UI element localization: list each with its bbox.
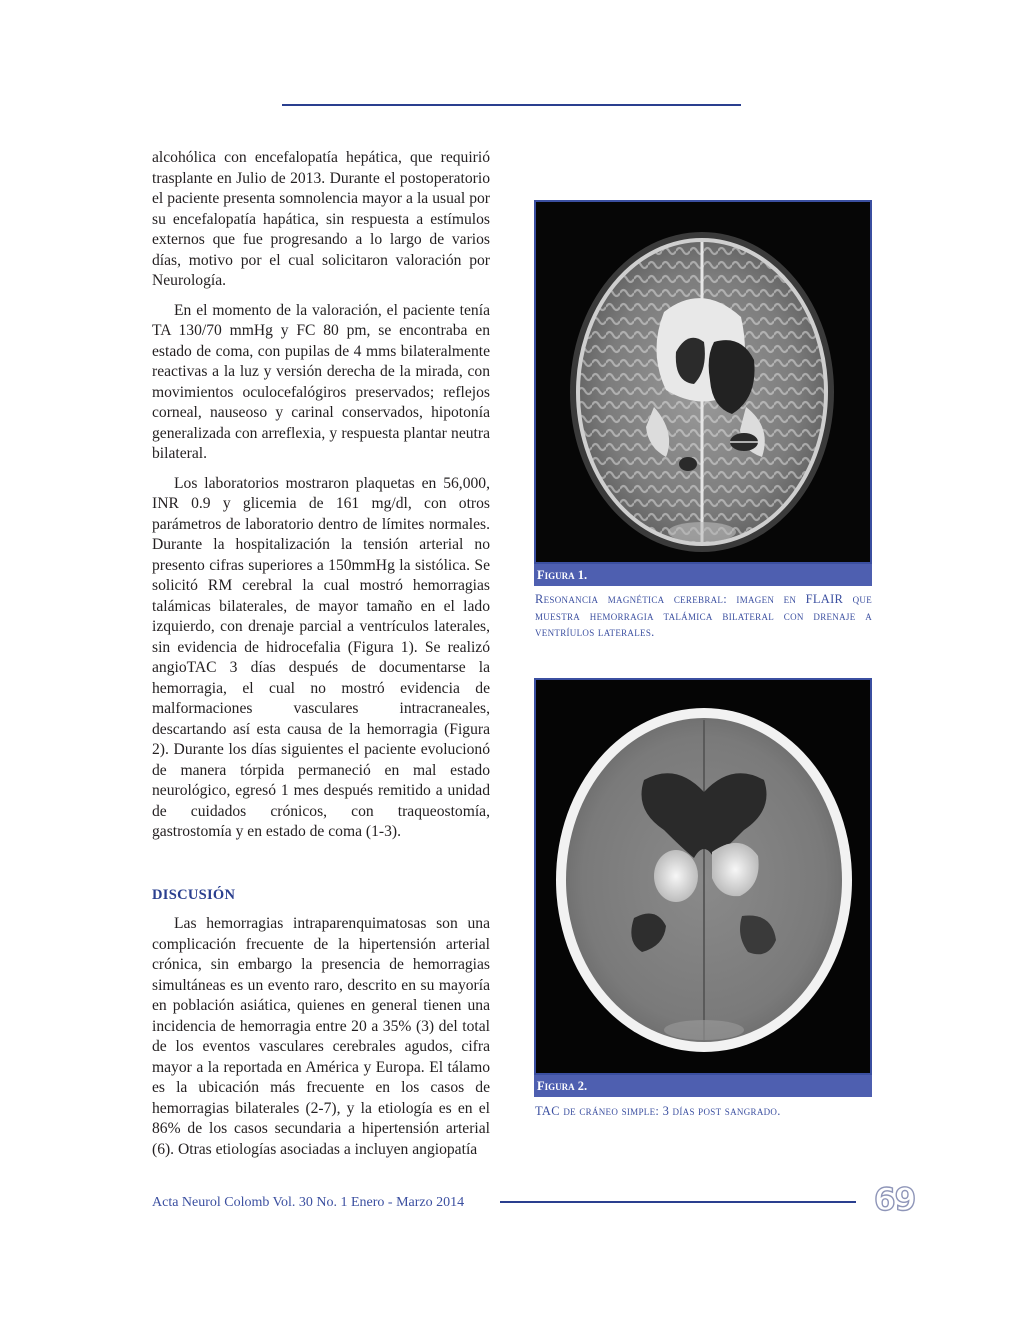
footer-journal-citation: Acta Neurol Colomb Vol. 30 No. 1 Enero - Marzo 2014 [152,1195,465,1210]
left-text-column [152,148,490,1169]
figure-1-caption: Resonancia magnética cerebral: imagen en FLAIR que muestra hemorragia talámica bilateral con drenaje a ventríulos laterales. [535,592,872,639]
section-heading-discussion: DISCUSIÓN [152,886,236,903]
discussion-paragraph: Las hemorragias intraparenquimatosas son una complicación frecuente de la hipertensión arterial crónica, sin embargo la presencia de hemorragias simultáneas es un evento raro, descrito en su mayoría en población asiática, quienes en general tienen una incidencia de hemorragia entre 20 a 35% (3) del total de los eventos vasculares cerebrales agudos, cifra mayor a la reportada en América y Europa. El tálamo es la ubicación más frecuente en los casos de hemorragias bilaterales (2-7), y la etiología es en el 86% de los casos secundaria a hipertensión arterial (6). Otras etiologías asociadas a incluyen angiopatía [152,915,490,1158]
body-paragraph-2: En el momento de la valoración, el paciente tenía TA 130/70 mmHg y FC 80 pm, se encontraba en estado de coma, con pupilas de 4 mms bilateralmente reactivas a la luz y versión derecha de la mirada, con movimientos oculocefalógiros preservados; reflejos corneal, nauseoso y carinal conservados, hipotonía generalizada con arreflexia, y respuesta plantar neutra bilateral. [152,301,490,462]
figure-2-caption: TAC de cráneo simple: 3 días post sangrado. [535,1104,781,1118]
figure-2-label: Figura 2. [534,1075,872,1097]
figure-2-ct-image [534,678,872,1075]
header-rule [282,104,741,106]
page-number: 69 [874,1182,916,1218]
body-paragraph-3: Los laboratorios mostraron plaquetas en 56,000, INR 0.9 y glicemia de 161 mg/dl, con otros parámetros de laboratorio dentro de límites normales. Durante la hospitalización la tensión arterial no presento cifras superiores a 150mmHg la sistólica. Se solicitó RM cerebral la cual mostró hemorragias talámicas bilaterales, de mayor tamaño en el lado izquierdo, con drenaje parcial a ventrículos laterales, sin evidencia de hidrocefalia (Figura 1). Se realizó angioTAC 3 días después de documentarse la hemorragia, el cual no mostró evidencia de malformaciones vasculares intracraneales, descartando así esta causa de la hemorragia (Figura 2). Durante los días siguientes el paciente evolucionó de manera tórpida permaneció en mal estado neurológico, egresó 1 mes después remitido a unidad de cuidados crónicos, con traqueostomía, gastrostomía y en estado de coma (1-3). [152,474,490,840]
footer-rule [500,1201,856,1203]
figure-1-label: Figura 1. [534,564,872,586]
figure-1-mri-image [534,200,872,564]
body-paragraph-1: alcohólica con encefalopatía hepática, que requirió trasplante en Julio de 2013. Durante el postoperatorio el paciente presenta somnolencia mayor a la usual por su encefalopatía hapática, sin respuesta a estímulos externos que fue progresando a lo largo de varios días, motivo por el cual solicitaron valoración por Neurología. [152,149,490,289]
